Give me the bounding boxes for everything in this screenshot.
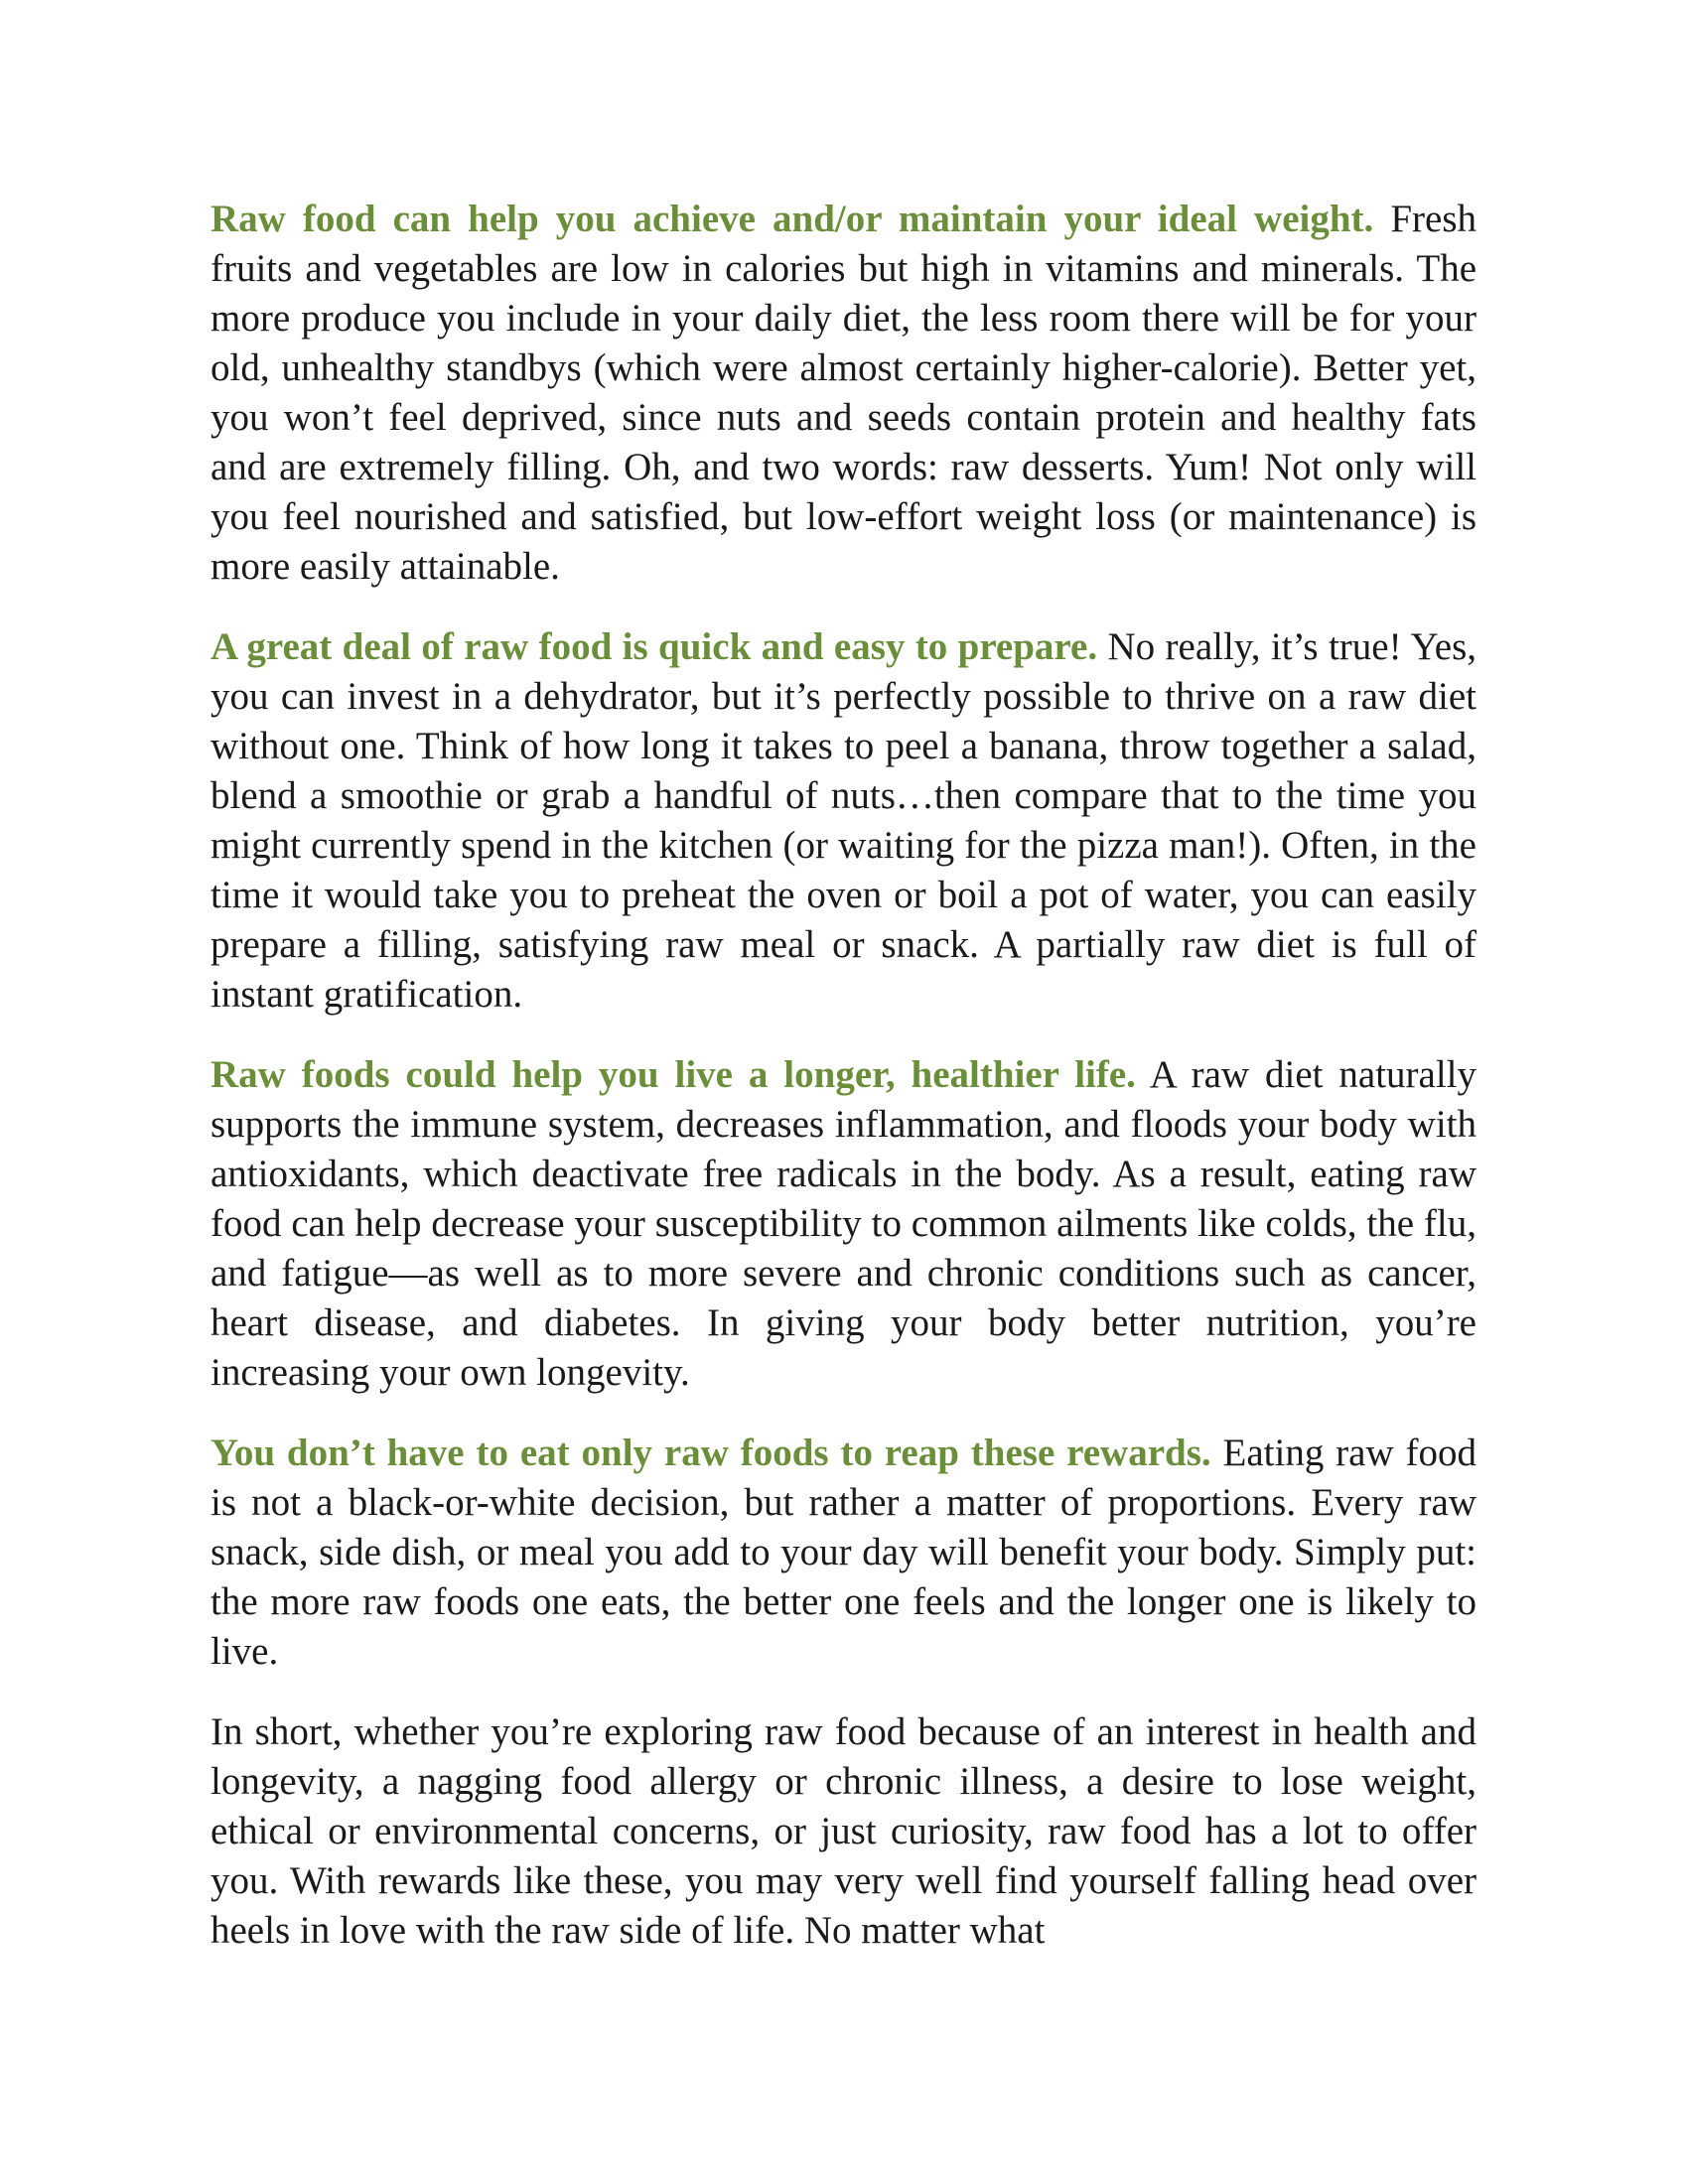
paragraph-body: A raw diet naturally supports the immune system, decreases inflammation, and floods your body with antioxidants, which deactivate free radicals in the body. As a result, eating raw food can help decrease your susceptibility to common ailments like colds, the flu, and fatigue—as well as to more severe and chronic conditions such as cancer, heart disease, and diabetes. In giving your body better nutrition, you’re increasing your own longevity. (211, 1053, 1477, 1394)
paragraph-lead: Raw food can help you achieve and/or maintain your ideal weight. (211, 198, 1374, 240)
paragraph-weight (211, 195, 1477, 592)
document-page (211, 195, 1477, 1986)
paragraph-lead: A great deal of raw food is quick and easy to prepare. (211, 625, 1098, 668)
paragraph-body: In short, whether you’re exploring raw food because of an interest in health and longevity, a nagging food allergy or chronic illness, a desire to lose weight, ethical or environmental concerns, or just curiosity, raw food has a lot to offer you. With rewards like these, you may very well find yourself falling head over heels in love with the raw side of life. No matter what (211, 1710, 1477, 1952)
paragraph-body: Eating raw food is not a black-or-white decision, but rather a matter of proportions. Every raw snack, side dish, or meal you add to your day will benefit your body. Simply put: the more raw foods one eats, the better one feels and the longer one is likely to live. (211, 1432, 1477, 1673)
paragraph-body: Fresh fruits and vegetables are low in calories but high in vitamins and minerals. The more produce you include in your daily diet, the less room there will be for your old, unhealthy standbys (which were almost certainly higher-calorie). Better yet, you won’t feel deprived, since nuts and seeds contain protein and healthy fats and are extremely filling. Oh, and two words: raw desserts. Yum! Not only will you feel nourished and satisfied, but low-effort weight loss (or maintenance) is more easily attainable. (211, 198, 1477, 588)
paragraph-quick-easy (211, 622, 1477, 1020)
paragraph-proportions (211, 1429, 1477, 1677)
paragraph-body: No really, it’s true! Yes, you can invest in a dehydrator, but it’s perfectly possible to thrive on a raw diet without one. Think of how long it takes to peel a banana, throw together a salad, blend a smoothie or grab a handful of nuts…then compare that to the time you might currently spend in the kitchen (or waiting for the pizza man!). Often, in the time it would take you to preheat the oven or boil a pot of water, you can easily prepare a filling, satisfying raw meal or snack. A partially raw diet is full of instant gratification. (211, 625, 1477, 1016)
paragraph-lead: You don’t have to eat only raw foods to reap these rewards. (211, 1432, 1211, 1474)
paragraph-longevity (211, 1050, 1477, 1398)
paragraph-summary (211, 1707, 1477, 1956)
paragraph-lead: Raw foods could help you live a longer, healthier life. (211, 1053, 1136, 1096)
